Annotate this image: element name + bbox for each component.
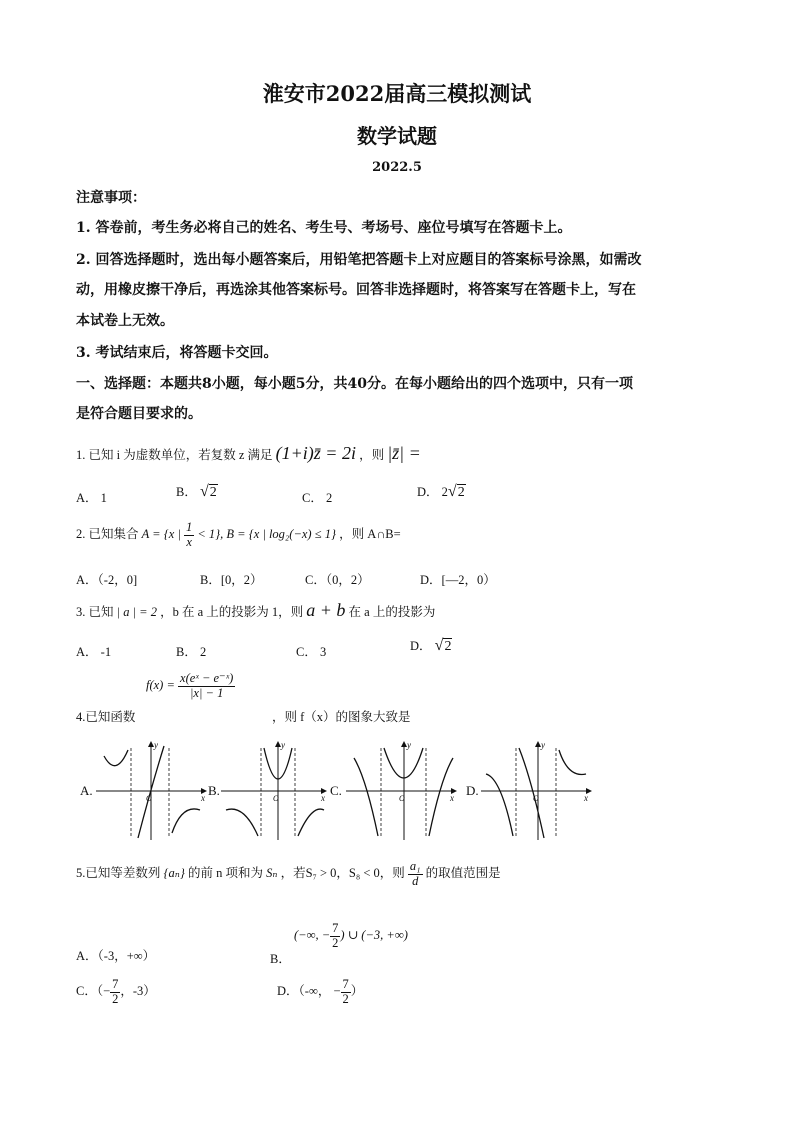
q5-suffix: 的取值范围是 xyxy=(425,866,501,881)
q2-prefix: 2. 已知集合 xyxy=(76,527,139,542)
q3-abs-a: | a | = 2 xyxy=(116,605,157,619)
q2-option-d: D．[—2，0） xyxy=(420,573,496,587)
q4-suffix: ，则 f（x）的图象大致是 xyxy=(272,710,411,724)
q5-sn: Sₙ xyxy=(266,866,278,881)
section1-line1: 一、选择题：本题共8小题，每小题5分，共40分。在每小题给出的四个选项中，只有一项 xyxy=(76,376,633,392)
q5-ratio: $\frac{\text{a₁}}{d}$ xyxy=(409,859,421,888)
q2-option-a: A．（-2，0] xyxy=(76,573,138,587)
svg-text:O: O xyxy=(273,794,279,803)
exam-date: 2022.5 xyxy=(372,160,422,175)
svg-text:O: O xyxy=(146,794,152,803)
q1-option-c: C． 2 xyxy=(302,491,333,505)
q4-option-b-label: B. xyxy=(208,783,220,798)
q4-option-a-label: A. xyxy=(80,783,93,798)
q4-option-d-label: D. xyxy=(466,783,479,798)
q4-graph-a xyxy=(80,740,206,840)
q5-d-fraction: $\frac{7}{2}$ xyxy=(342,977,349,1006)
exam-subtitle: 数学试题 xyxy=(357,124,437,148)
svg-text:y: y xyxy=(154,740,158,750)
q5-option-c: C．（− $\frac{7}{2}$ ，-3） xyxy=(76,977,156,1006)
svg-text:x: x xyxy=(450,793,454,803)
svg-text:x: x xyxy=(201,793,205,803)
q4-graph-b xyxy=(208,740,326,840)
q2-set-a-left: A = {x | xyxy=(141,527,181,542)
instruction-2-line2: 动，用橡皮擦干净后，再选涂其他答案标号。回答非选择题时，将答案写在答题卡上，写在 xyxy=(76,282,636,298)
svg-text:x: x xyxy=(321,793,325,803)
q5-c-fraction: $\frac{7}{2}$ xyxy=(112,977,119,1006)
question-2 xyxy=(76,521,401,550)
question-4 xyxy=(76,707,135,725)
exam-title: 淮安市2022届高三模拟测试 xyxy=(262,81,532,106)
q3-option-b: B． 2 xyxy=(176,645,207,659)
q1-expr: (1+i)z̄ = 2i xyxy=(275,443,356,463)
q4-fraction: $\frac{\text{x(eˣ − e⁻ˣ)}}{|x| - 1}$ xyxy=(180,671,234,700)
sqrt-icon: √2 xyxy=(199,483,217,500)
q3-mid: ，b 在 a 上的投影为 1，则 xyxy=(160,605,304,619)
svg-text:O: O xyxy=(399,794,405,803)
instruction-2-line3: 本试卷上无效。 xyxy=(76,313,174,329)
q1-option-a: A． 1 xyxy=(76,491,107,505)
q1-option-d: D． 2√2 xyxy=(417,483,465,500)
q3-prefix: 3. 已知 xyxy=(76,605,114,619)
q2-set-a-fraction: $\frac{1}{x}$ xyxy=(185,520,193,549)
q2-set-a-right: < 1}, xyxy=(197,527,224,542)
question-1 xyxy=(76,443,421,464)
q3-option-a: A． -1 xyxy=(76,645,112,659)
q5-mid1: 的前 n 项和为 xyxy=(187,866,263,881)
q3-suffix: 在 a 上的投影为 xyxy=(348,605,436,619)
sqrt-icon: √2 xyxy=(447,483,465,500)
instruction-1: 1. 答卷前，考生务必将自己的姓名、考生号、考场号、座位号填写在答题卡上。 xyxy=(76,220,572,236)
q5-seq: {aₙ} xyxy=(163,866,185,881)
question-3 xyxy=(76,600,435,621)
q5-option-b: B． (−∞, − $\frac{7}{2}$ ) ∪ (−3, +∞) xyxy=(270,921,408,967)
q1-option-b: B． √2 xyxy=(176,483,217,500)
instruction-2-line1: 2. 回答选择题时，选出每小题答案后，用铅笔把答题卡上对应题目的答案标号涂黑，如需改 xyxy=(76,252,642,268)
q1-prefix: 1. 已知 i 为虚数单位，若复数 z 满足 xyxy=(76,448,273,462)
q3-option-d: D． √2 xyxy=(410,637,452,654)
svg-text:y: y xyxy=(541,740,545,750)
q4-graph-options xyxy=(76,738,596,842)
q5-b-fraction: $\frac{7}{2}$ xyxy=(332,921,339,950)
q4-graph-c xyxy=(330,740,456,840)
q5-mid2: ，若S₇ > 0，S₈ < 0，则 xyxy=(280,866,405,881)
q4-graph-d xyxy=(466,740,591,840)
svg-text:x: x xyxy=(584,793,588,803)
q5-option-d: D．（-∞， − $\frac{7}{2}$ ） xyxy=(277,977,364,1006)
q5-prefix: 5.已知等差数列 xyxy=(76,866,161,881)
svg-text:y: y xyxy=(407,740,411,750)
q4-function-def: f(x) = $\frac{\text{x(eˣ − e⁻ˣ)}}{|x| - 1}$ xyxy=(146,671,234,700)
section1-line2: 是符合题目要求的。 xyxy=(76,406,202,422)
q5-option-a: A．（-3，+∞） xyxy=(76,949,156,963)
instructions-heading: 注意事项： xyxy=(76,190,146,206)
q2-option-b: B．[0，2） xyxy=(200,573,263,587)
q1-suffix: ，则 xyxy=(359,448,385,462)
q2-suffix: ，则 A∩B= xyxy=(339,527,401,542)
sqrt-icon: √2 xyxy=(434,637,452,654)
svg-text:O: O xyxy=(533,794,539,803)
svg-text:y: y xyxy=(281,740,285,750)
q4-option-c-label: C. xyxy=(330,783,342,798)
q3-expr: a + b xyxy=(306,600,346,620)
q3-option-c: C． 3 xyxy=(296,645,327,659)
q4-prefix: 4.已知函数 xyxy=(76,710,136,724)
q1-ask: |z̄| = xyxy=(387,443,421,463)
q2-set-b: B = {x | log₂(−x) ≤ 1} xyxy=(226,527,336,542)
question-5 xyxy=(76,860,501,889)
instruction-3: 3. 考试结束后，将答题卡交回。 xyxy=(76,345,278,361)
q2-option-c: C．（0，2） xyxy=(305,573,370,587)
